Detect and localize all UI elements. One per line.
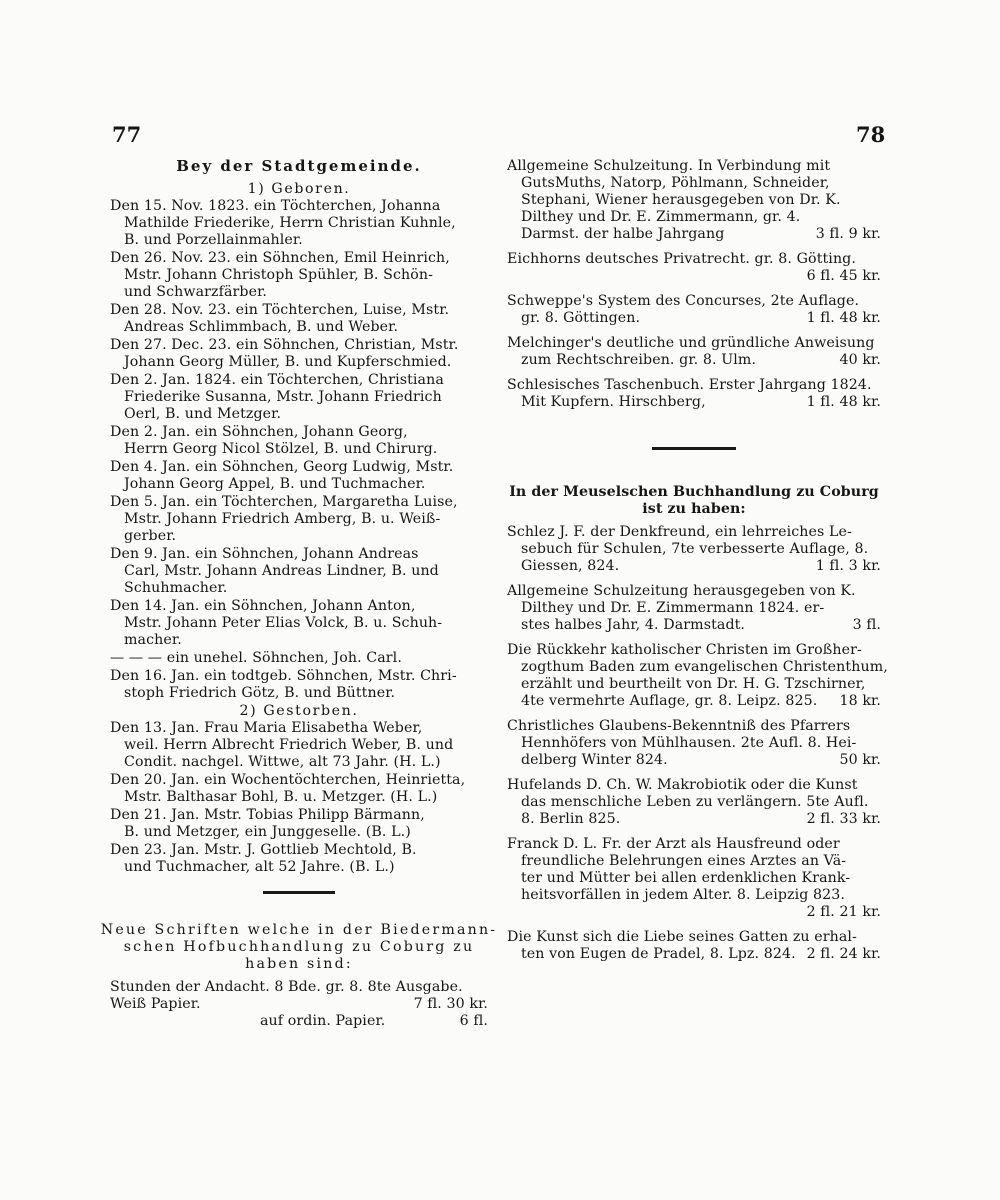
birth-record <box>110 198 488 249</box>
record-line: und Tuchmacher, alt 52 Jahre. (B. L.) <box>124 859 395 875</box>
page-number-left: 77 <box>112 122 142 147</box>
entry-price-line <box>507 752 881 769</box>
book-entry <box>507 583 881 634</box>
entry-line: ter und Mütter bei allen erdenklichen Krank- <box>521 870 851 886</box>
birth-record <box>110 250 488 301</box>
entry-price-line <box>507 617 881 634</box>
entry-imprint: gr. 8. Göttingen. <box>521 310 641 326</box>
heading-line: Neue Schriften welche in der Biedermann- <box>100 922 498 938</box>
record-line: Herrn Georg Nicol Stölzel, B. und Chirurg. <box>124 441 438 457</box>
entry-line: GutsMuths, Natorp, Pöhlmann, Schneider, <box>521 175 830 191</box>
book-entry <box>507 524 881 575</box>
entry-line: Hennhöfers von Mühlhausen. 2te Aufl. 8. Hei- <box>521 735 857 751</box>
offer-line: Stunden der Andacht. 8 Bde. gr. 8. 8te Ausgabe. <box>110 979 463 995</box>
entry-price-line <box>507 693 881 710</box>
heading-line: haben sind: <box>245 956 353 972</box>
record-line: Mstr. Johann Friedrich Amberg, B. u. Weiß- <box>124 511 441 527</box>
birth-record <box>110 650 488 667</box>
offer-item: Weiß Papier. <box>110 996 201 1012</box>
new-writings-heading <box>100 922 498 973</box>
entry-line: Stephani, Wiener herausgegeben von Dr. K. <box>521 192 841 208</box>
entry-price-line <box>507 904 881 921</box>
record-line: Den 23. Jan. Mstr. J. Gottlieb Mechtold, B. <box>110 842 417 858</box>
births-list <box>110 198 488 702</box>
offer-price: 6 fl. <box>459 1013 488 1029</box>
book-entry <box>507 377 881 411</box>
heading-line: ist zu haben: <box>642 501 746 517</box>
entry-line: Allgemeine Schulzeitung. In Verbindung mit <box>507 158 831 174</box>
birth-record <box>110 546 488 597</box>
entry-imprint: Giessen, 824. <box>521 558 620 574</box>
entry-price-line <box>507 310 881 327</box>
entry-price: 2 fl. 21 kr. <box>806 904 881 920</box>
birth-record <box>110 459 488 493</box>
record-line: Den 4. Jan. ein Söhnchen, Georg Ludwig, Mstr. <box>110 459 454 475</box>
birth-record <box>110 372 488 423</box>
record-line: Den 15. Nov. 1823. ein Töchterchen, Johanna <box>110 198 441 214</box>
record-line: Mstr. Johann Christoph Spühler, B. Schön- <box>124 267 433 283</box>
entry-price: 1 fl. 3 kr. <box>815 558 881 574</box>
birth-record <box>110 302 488 336</box>
death-record <box>110 842 488 876</box>
entry-line: Die Kunst sich die Liebe seines Gatten zu erhal- <box>507 929 857 945</box>
right-column <box>507 158 888 971</box>
meusel-heading <box>507 484 881 518</box>
entry-line: freundliche Belehrungen eines Arztes an Vä- <box>521 853 847 869</box>
entry-line: Dilthey und Dr. E. Zimmermann 1824. er- <box>521 600 825 616</box>
record-line: Oerl, B. und Metzger. <box>124 406 282 422</box>
entry-line: Die Rückkehr katholischer Christen im Großher- <box>507 642 862 658</box>
record-line: und Schwarzfärber. <box>124 284 268 300</box>
entry-imprint: ten von Eugen de Pradel, 8. Lpz. 824. <box>521 946 796 962</box>
book-entry <box>507 929 881 963</box>
heading-line: In der Meuselschen Buchhandlung zu Coburg <box>509 484 879 500</box>
record-line: B. und Metzger, ein Junggeselle. (B. L.) <box>124 824 411 840</box>
entry-imprint: 8. Berlin 825. <box>521 811 621 827</box>
book-listing-top <box>507 158 881 411</box>
entry-line: Franck D. L. Fr. der Arzt als Hausfreund oder <box>507 836 840 852</box>
record-line: Den 16. Jan. ein todtgeb. Söhnchen, Mstr. Chri- <box>110 668 457 684</box>
offer-line <box>110 1013 488 1030</box>
entry-price: 2 fl. 33 kr. <box>806 811 881 827</box>
left-column <box>100 157 498 1030</box>
record-line: Johann Georg Appel, B. und Tuchmacher. <box>124 476 426 492</box>
entry-price: 3 fl. 9 kr. <box>815 226 881 242</box>
record-line: Den 9. Jan. ein Söhnchen, Johann Andreas <box>110 546 419 562</box>
entry-line: Dilthey und Dr. E. Zimmermann, gr. 4. <box>521 209 801 225</box>
record-line: stoph Friedrich Götz, B. und Büttner. <box>124 685 396 701</box>
entry-price: 1 fl. 48 kr. <box>806 310 881 326</box>
book-entry <box>507 777 881 828</box>
entry-line: sebuch für Schulen, 7te verbesserte Auflage, 8. <box>521 541 869 557</box>
book-entry <box>507 836 881 921</box>
record-line: Den 21. Jan. Mstr. Tobias Philipp Bärmann, <box>110 807 425 823</box>
record-line: Den 5. Jan. ein Töchterchen, Margaretha Luise, <box>110 494 458 510</box>
record-line: Den 27. Dec. 23. ein Söhnchen, Christian, Mstr. <box>110 337 459 353</box>
entry-line: erzählt und beurtheilt von Dr. H. G. Tzschirner, <box>521 676 866 692</box>
page-number-right: 78 <box>856 122 886 147</box>
birth-record <box>110 668 488 702</box>
book-entry <box>507 718 881 769</box>
record-line: Den 14. Jan. ein Söhnchen, Johann Anton, <box>110 598 416 614</box>
book-entry <box>507 642 888 710</box>
entry-price: 18 kr. <box>839 693 881 709</box>
offer-item: auf ordin. Papier. <box>260 1013 386 1029</box>
offer-line <box>110 996 488 1013</box>
record-line: Condit. nachgel. Wittwe, alt 73 Jahr. (H. L.) <box>124 754 441 770</box>
book-listing-meusel <box>507 524 888 963</box>
entry-price-line <box>507 268 881 285</box>
entry-line: Schweppe's System des Concurses, 2te Auflage. <box>507 293 860 309</box>
section-heading: Bey der Stadtgemeinde. <box>176 157 422 175</box>
entry-price-line <box>507 558 881 575</box>
record-line: Johann Georg Müller, B. und Kupferschmied. <box>124 354 452 370</box>
death-record <box>110 720 488 771</box>
entry-line: Schlesisches Taschenbuch. Erster Jahrgang 1824. <box>507 377 872 393</box>
entry-imprint: stes halbes Jahr, 4. Darmstadt. <box>521 617 746 633</box>
book-entry <box>507 251 881 285</box>
entry-price-line <box>507 226 881 243</box>
entry-line: Eichhorns deutsches Privatrecht. gr. 8. Götting. <box>507 251 856 267</box>
entry-line: das menschliche Leben zu verlängern. 5te Aufl. <box>521 794 869 810</box>
record-line: Den 20. Jan. ein Wochentöchterchen, Heinrietta, <box>110 772 466 788</box>
entry-line: Christliches Glaubens-Bekenntniß des Pfarrers <box>507 718 851 734</box>
record-line: Den 28. Nov. 23. ein Töchterchen, Luise, Mstr. <box>110 302 450 318</box>
births-subheading: 1) Geboren. <box>247 181 351 197</box>
entry-price-line <box>507 811 881 828</box>
entry-line: Allgemeine Schulzeitung herausgegeben von K. <box>507 583 856 599</box>
record-line: Den 26. Nov. 23. ein Söhnchen, Emil Heinrich, <box>110 250 450 266</box>
record-line: Mathilde Friederike, Herrn Christian Kuhnle, <box>124 215 456 231</box>
birth-record <box>110 337 488 371</box>
entry-price: 1 fl. 48 kr. <box>806 394 881 410</box>
entry-price-line <box>507 946 881 963</box>
entry-line: Melchinger's deutliche und gründliche Anweisung <box>507 335 875 351</box>
record-line: Mstr. Balthasar Bohl, B. u. Metzger. (H. L.) <box>124 789 438 805</box>
death-record <box>110 772 488 806</box>
entry-imprint: Mit Kupfern. Hirschberg, <box>521 394 706 410</box>
deaths-list <box>110 720 488 876</box>
record-line: — — — ein unehel. Söhnchen, Joh. Carl. <box>110 650 402 666</box>
book-entry <box>507 335 881 369</box>
entry-price: 2 fl. 24 kr. <box>806 946 881 962</box>
entry-price: 50 kr. <box>839 752 881 768</box>
entry-line: Hufelands D. Ch. W. Makrobiotik oder die Kunst <box>507 777 858 793</box>
entry-price: 40 kr. <box>839 352 881 368</box>
entry-line: heitsvorfällen in jedem Alter. 8. Leipzig 823. <box>521 887 846 903</box>
entry-price-line <box>507 352 881 369</box>
record-line: Den 2. Jan. ein Söhnchen, Johann Georg, <box>110 424 408 440</box>
entry-line: zogthum Baden zum evangelischen Christenthum, <box>521 659 888 675</box>
record-line: B. und Porzellainmahler. <box>124 232 303 248</box>
entry-line: Schlez J. F. der Denkfreund, ein lehrreiches Le- <box>507 524 852 540</box>
record-line: Friederike Susanna, Mstr. Johann Friedrich <box>124 389 442 405</box>
entry-price: 3 fl. <box>852 617 881 633</box>
deaths-subheading: 2) Gestorben. <box>239 703 359 719</box>
birth-record <box>110 424 488 458</box>
record-line: Andreas Schlimmbach, B. und Weber. <box>124 319 399 335</box>
record-line: Den 13. Jan. Frau Maria Elisabetha Weber, <box>110 720 423 736</box>
entry-price: 6 fl. 45 kr. <box>806 268 881 284</box>
book-entry <box>507 158 881 243</box>
record-line: weil. Herrn Albrecht Friedrich Weber, B. und <box>124 737 454 753</box>
heading-line: schen Hofbuchhandlung zu Coburg zu <box>123 939 475 955</box>
entry-imprint: zum Rechtschreiben. gr. 8. Ulm. <box>521 352 757 368</box>
birth-record <box>110 494 488 545</box>
book-entry <box>507 293 881 327</box>
record-line: Schuhmacher. <box>124 580 228 596</box>
record-line: Carl, Mstr. Johann Andreas Lindner, B. und <box>124 563 439 579</box>
entry-price-line <box>507 394 881 411</box>
entry-imprint: delberg Winter 824. <box>521 752 668 768</box>
death-record <box>110 807 488 841</box>
record-line: macher. <box>124 632 182 648</box>
entry-imprint: 4te vermehrte Auflage, gr. 8. Leipz. 825. <box>521 693 818 709</box>
record-line: gerber. <box>124 528 177 544</box>
offer-price: 7 fl. 30 kr. <box>413 996 488 1012</box>
record-line: Mstr. Johann Peter Elias Volck, B. u. Schuh- <box>124 615 443 631</box>
birth-record <box>110 598 488 649</box>
entry-imprint: Darmst. der halbe Jahrgang <box>521 226 725 242</box>
record-line: Den 2. Jan. 1824. ein Töchterchen, Christiana <box>110 372 444 388</box>
